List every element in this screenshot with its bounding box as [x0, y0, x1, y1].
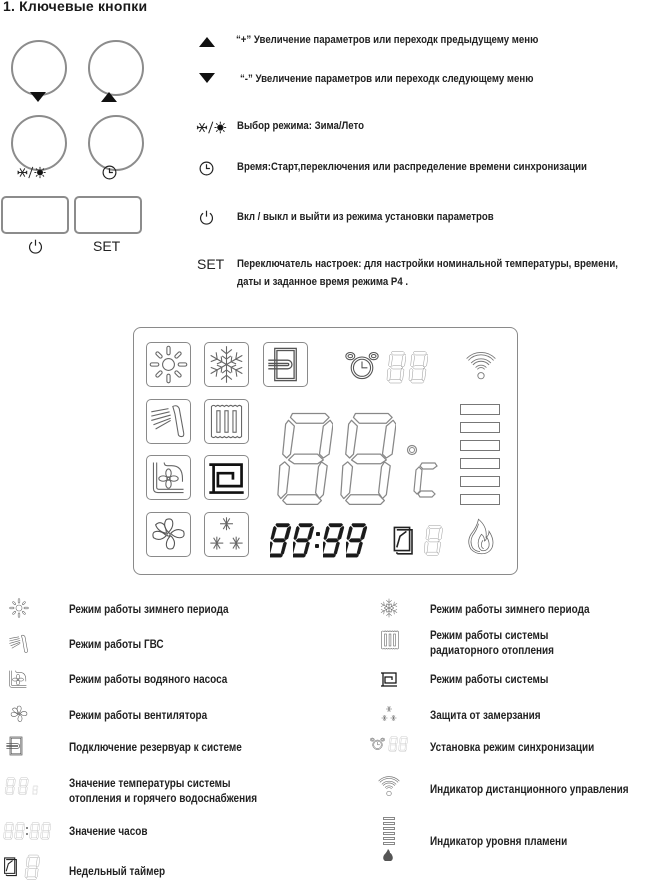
- clock-digit-1: [270, 522, 292, 558]
- degree-icon: [405, 443, 419, 457]
- sun-icon: [147, 343, 190, 386]
- legend-shower-text: Режим работы ГВС: [69, 638, 164, 651]
- minus-button[interactable]: [11, 40, 67, 96]
- key-desc-minus: “-” Увеличение параметров или переходк следующему меню: [240, 73, 534, 85]
- flame-level-bar: [460, 458, 500, 469]
- pump-icon: [147, 456, 190, 499]
- legend-fan-text: Режим работы вентилятора: [69, 709, 208, 722]
- legend-clock-text: Значение часов: [69, 825, 148, 838]
- lcd-tile-snowflake: [204, 342, 249, 387]
- lcd-tile-shower: [146, 399, 191, 444]
- sync-digit-2: [408, 350, 428, 384]
- weekly-timer-icon: [392, 522, 416, 560]
- clock-digit-3: [323, 522, 345, 558]
- sync-digit-1: [386, 350, 406, 384]
- snowflake-sun-icon: [195, 120, 229, 135]
- legend-temperature-text: Значение температуры системы: [69, 777, 231, 790]
- floor-heating-icon: [205, 456, 248, 499]
- lcd-tile-radiator: [204, 399, 249, 444]
- shower-icon: [7, 632, 31, 656]
- power-button[interactable]: [1, 196, 69, 234]
- key-desc-set-line2: даты и заданное время режима P4 .: [237, 276, 409, 288]
- lcd-tile-frost: [204, 512, 249, 557]
- radiator-icon: [205, 400, 248, 443]
- key-desc-set: Переключатель настроек: для настройки номинальной температуры, времени,: [237, 258, 618, 270]
- pump-icon: [6, 667, 30, 691]
- wifi-icon: [463, 346, 499, 382]
- legend-sun-text: Режим работы зимнего периода: [69, 603, 229, 616]
- up-arrow-icon: [101, 92, 117, 102]
- snowflake-sun-icon: [16, 165, 48, 180]
- lcd-tile-fan: [146, 512, 191, 557]
- legend-tank-text: Подключение резервуар к системе: [69, 741, 242, 754]
- key-desc-power: Вкл / выкл и выйти из режима установки параметров: [237, 211, 494, 223]
- flame-level-bar: [460, 494, 500, 505]
- alarm-clock-icon: [342, 348, 382, 384]
- legend-flame-level-text: Индикатор уровня пламени: [430, 835, 568, 848]
- down-triangle-icon: [199, 73, 215, 83]
- floor-heating-icon: [379, 669, 399, 689]
- lcd-tile-floor-heating: [204, 455, 249, 500]
- clock-icon: [198, 160, 215, 177]
- legend-weekly-timer-text: Недельный таймер: [69, 865, 166, 878]
- tank-icon: [264, 343, 307, 386]
- flame-icon: [465, 514, 495, 559]
- power-icon: [27, 238, 44, 255]
- set-button-label: SET: [93, 238, 121, 254]
- set-button[interactable]: [74, 196, 142, 234]
- temperature-digit-1: [275, 408, 333, 508]
- down-arrow-icon: [30, 92, 46, 102]
- clock-digit-2: [293, 522, 315, 558]
- clock-digit-4: [346, 522, 368, 558]
- flame-level-bar: [460, 404, 500, 415]
- lcd-tile-sun: [146, 342, 191, 387]
- weekday-digit: [423, 524, 443, 556]
- snowflake-icon: [205, 343, 248, 386]
- up-triangle-icon: [199, 37, 215, 47]
- flame-level-bar: [460, 440, 500, 451]
- lcd-tile-pump: [146, 455, 191, 500]
- section-heading: 1. Ключевые кнопки: [3, 0, 148, 14]
- clock-button[interactable]: [88, 115, 144, 171]
- key-desc-plus: “+” Увеличение параметров или переходк предыдущему меню: [236, 34, 539, 46]
- temperature-digit-2: [338, 408, 396, 508]
- clock-icon: [101, 164, 118, 181]
- frost-protection-icon: [205, 513, 248, 556]
- flame-level-icon: [383, 817, 395, 866]
- legend-wifi-text: Индикатор дистанционного управления: [430, 783, 629, 796]
- flame-level-bar: [460, 476, 500, 487]
- tank-icon: [4, 734, 28, 758]
- wifi-icon: [376, 771, 402, 799]
- legend-radiator-text-line2: радиаторного отопления: [430, 644, 555, 657]
- legend-temperature-text-line2: отопления и горячего водоснабжения: [69, 792, 258, 805]
- legend-pump-text: Режим работы водяного насоса: [69, 673, 228, 686]
- plus-button[interactable]: [88, 40, 144, 96]
- radiator-icon: [378, 628, 402, 652]
- fan-icon: [8, 703, 30, 725]
- flame-level-bar: [460, 422, 500, 433]
- lcd-tile-tank: [263, 342, 308, 387]
- clock-colon-top: [316, 532, 320, 536]
- flame-level-bars: [460, 404, 500, 505]
- legend-frost-text: Защита от замерзания: [430, 709, 541, 722]
- legend-snowflake-text: Режим работы зимнего периода: [430, 603, 590, 616]
- clock-colon-bottom: [315, 544, 319, 548]
- legend-floor-heating-text: Режим работы системы: [430, 673, 549, 686]
- snowflake-icon: [378, 597, 400, 619]
- celsius-c-icon: [413, 461, 439, 501]
- fan-icon: [147, 513, 190, 556]
- legend-radiator-text: Режим работы системы: [430, 629, 549, 642]
- shower-icon: [147, 400, 190, 443]
- key-desc-clock: Время:Старт,переключения или распределение времени синхронизации: [237, 161, 587, 173]
- legend-alarm-sync-text: Установка режим синхронизации: [430, 741, 595, 754]
- mode-button[interactable]: [11, 115, 67, 171]
- set-icon-text: SET: [197, 256, 225, 272]
- key-desc-mode: Выбор режима: Зима/Лето: [237, 120, 364, 132]
- frost-protection-icon: [379, 703, 399, 725]
- power-icon: [198, 209, 215, 226]
- sun-icon: [8, 597, 30, 619]
